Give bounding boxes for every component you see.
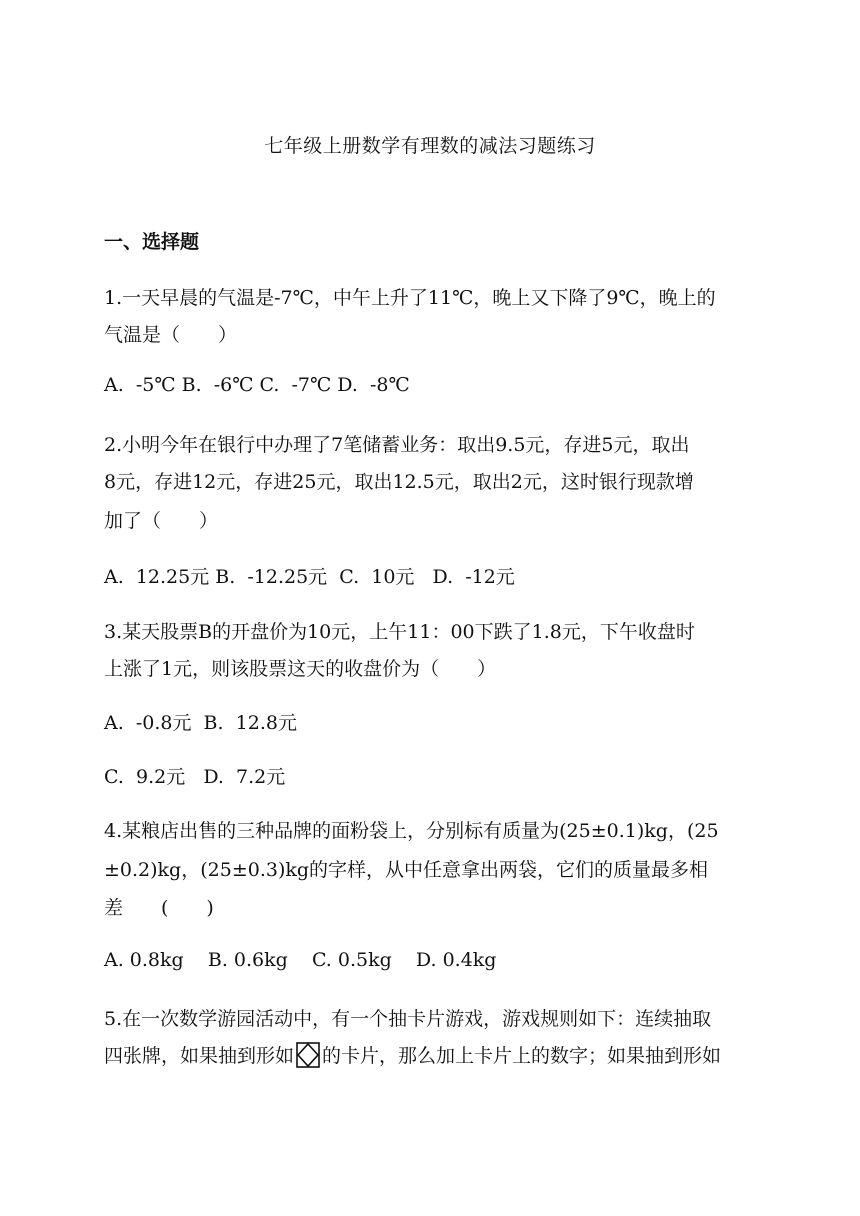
- q3-options-row-1: [104, 708, 297, 735]
- q2-options: [104, 562, 515, 589]
- q5-text-line-1: 5.在一次数学游园活动中，有一个抽卡片游戏，游戏规则如下：连续抽取: [104, 1008, 712, 1030]
- q3-options-row-2-text: C. 9.2元 D. 7.2元: [104, 766, 286, 788]
- section-heading: 一、选择题: [104, 231, 200, 253]
- q4-text-line-1: 4.某粮店出售的三种品牌的面粉袋上，分别标有质量为(25±0.1)kg，(25: [104, 820, 719, 842]
- q2-text-line-2: 8元，存进12元，存进25元，取出12.5元，取出2元，这时银行现款增: [104, 471, 694, 493]
- q1-text-line-1: 1.一天早晨的气温是-7℃，中午上升了11℃，晚上又下降了9℃，晚上的: [104, 287, 716, 309]
- q5-text-line-2: [104, 1041, 721, 1070]
- q4-options-text: A. 0.8kg B. 0.6kg C. 0.5kg D. 0.4kg: [104, 949, 497, 971]
- q3-options-row-2: [104, 762, 285, 789]
- q1-options-text: A. -5℃ B. -6℃ C. -7℃ D. -8℃: [104, 374, 410, 396]
- q2-text-line-3: 加了（ ）: [104, 510, 219, 532]
- q4-options: [104, 949, 496, 971]
- q1-text-line-2: 气温是（ ）: [104, 324, 238, 346]
- q5-text-line-2-after: 的卡片，那么加上卡片上的数字；如果抽到形如: [322, 1045, 722, 1067]
- q2-text-line-1: 2.小明今年在银行中办理了7笔储蓄业务：取出9.5元，存进5元，取出: [104, 434, 690, 456]
- document-title: 七年级上册数学有理数的减法习题练习: [264, 135, 596, 157]
- q5-text-line-2-before: 四张牌，如果抽到形如: [104, 1045, 295, 1067]
- q4-text-line-2: ±0.2)kg，(25±0.3)kg的字样，从中任意拿出两袋，它们的质量最多相: [104, 859, 709, 881]
- q3-options-row-1-text: A. -0.8元 B. 12.8元: [104, 712, 297, 734]
- q2-options-text: A. 12.25元 B. -12.25元 C. 10元 D. -12元: [104, 566, 515, 588]
- q1-options: [104, 374, 410, 396]
- q4-text-line-3: 差 ( ): [104, 897, 214, 919]
- q3-text-line-1: 3.某天股票B的开盘价为10元，上午11：00下跌了1.8元，下午收盘时: [104, 621, 695, 643]
- diamond-card-icon: [296, 1042, 320, 1068]
- q3-text-line-2: 上涨了1元，则该股票这天的收盘价为（ ）: [104, 658, 497, 680]
